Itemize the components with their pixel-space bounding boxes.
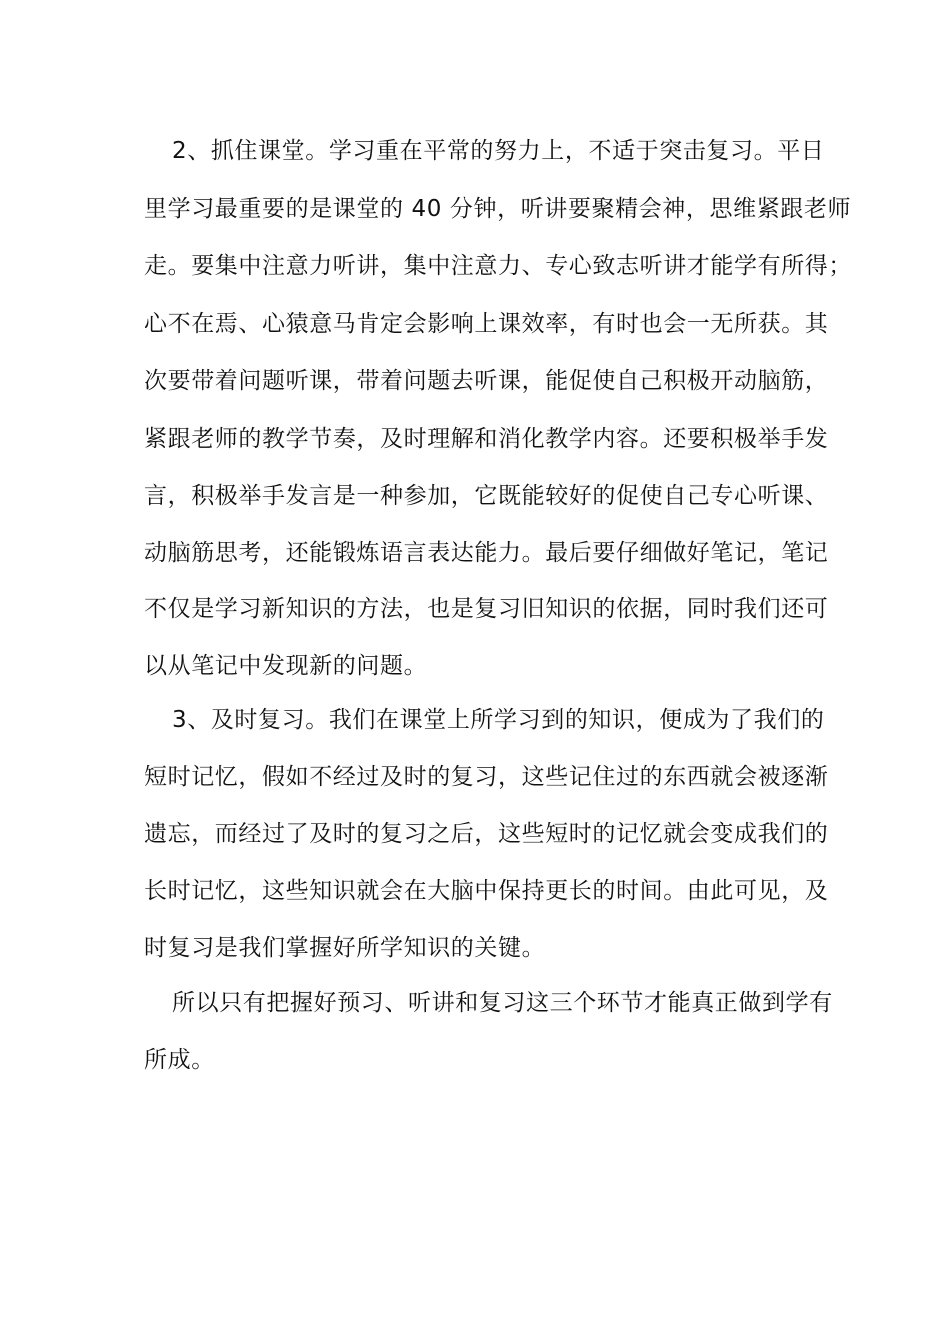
paragraph-2-line-6: 紧跟老师的教学节奏，及时理解和消化教学内容。还要积极举手发 xyxy=(144,426,829,452)
paragraph-2-line-10: 以从笔记中发现新的问题。 xyxy=(144,653,428,679)
paragraph-2-line-2: 里学习最重要的是课堂的 40 分钟，听讲要聚精会神，思维紧跟老师 xyxy=(144,196,852,222)
conclusion-line-1: 所以只有把握好预习、听讲和复习这三个环节才能真正做到学有 xyxy=(172,990,833,1016)
paragraph-2-line-9: 不仅是学习新知识的方法，也是复习旧知识的依据，同时我们还可 xyxy=(144,596,829,622)
paragraph-3-line-1: 3、及时复习。我们在课堂上所学习到的知识，便成为了我们的 xyxy=(172,707,825,733)
paragraph-2-line-8: 动脑筋思考，还能锻炼语言表达能力。最后要仔细做好笔记，笔记 xyxy=(144,540,829,566)
paragraph-2-line-7: 言，积极举手发言是一种参加，它既能较好的促使自己专心听课、 xyxy=(144,483,829,509)
paragraph-2-line-1: 2、抓住课堂。学习重在平常的努力上，不适于突击复习。平日 xyxy=(172,138,825,164)
paragraph-2-line-4: 心不在焉、心猿意马肯定会影响上课效率，有时也会一无所获。其 xyxy=(144,311,829,337)
paragraph-3-line-4: 长时记忆，这些知识就会在大脑中保持更长的时间。由此可见，及 xyxy=(144,878,829,904)
paragraph-2-line-3: 走。要集中注意力听讲，集中注意力、专心致志听讲才能学有所得； xyxy=(144,253,852,279)
paragraph-3-line-2: 短时记忆，假如不经过及时的复习，这些记住过的东西就会被逐渐 xyxy=(144,764,829,790)
paragraph-3-line-5: 时复习是我们掌握好所学知识的关键。 xyxy=(144,935,546,961)
paragraph-3-line-3: 遗忘，而经过了及时的复习之后，这些短时的记忆就会变成我们的 xyxy=(144,821,829,847)
conclusion-line-2: 所成。 xyxy=(144,1047,215,1073)
paragraph-2-line-5: 次要带着问题听课，带着问题去听课，能促使自己积极开动脑筋， xyxy=(144,368,829,394)
